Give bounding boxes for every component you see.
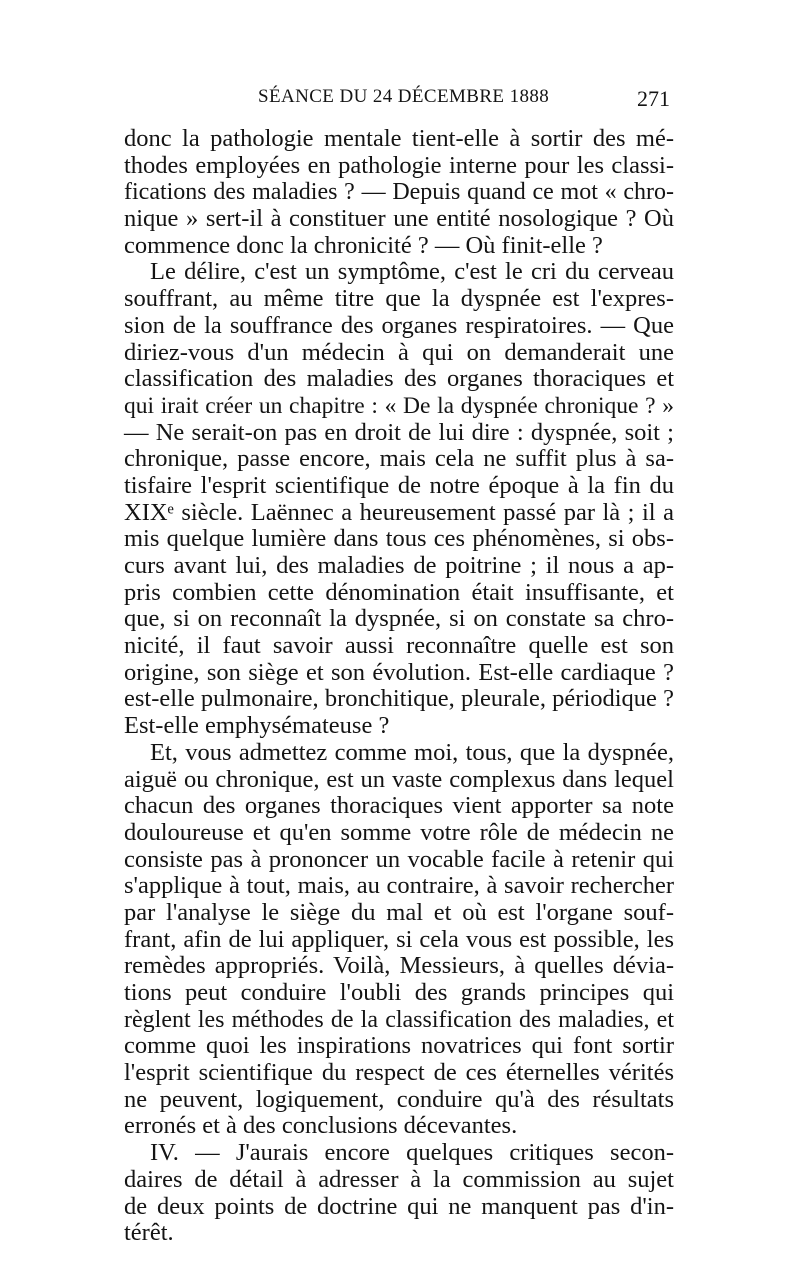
text-line: de deux points de doctrine qui ne manquent pas d'in-: [124, 1192, 674, 1220]
text-line: origine, son siège et son évolution. Est-elle cardiaque ?: [124, 658, 674, 686]
text-line: diriez-vous d'un médecin à qui on demanderait une: [124, 338, 674, 366]
text-line: thodes employées en pathologie interne pour les classi-: [124, 151, 674, 179]
text-line: consiste pas à prononcer un vocable facile à retenir qui: [124, 845, 674, 873]
text-line: classification des maladies des organes thoraciques et: [124, 365, 674, 393]
text-line: souffrant, au même titre que la dyspnée est l'expres-: [124, 285, 674, 313]
text-line: frant, afin de lui appliquer, si cela vous est possible, les: [124, 925, 674, 953]
running-title: SÉANCE DU 24 DÉCEMBRE 1888: [258, 86, 550, 107]
text-line: fications des maladies ? — Depuis quand ce mot « chro-: [124, 179, 674, 206]
text-line: par l'analyse le siège du mal et où est l'organe souf-: [124, 898, 674, 926]
text-line: chacun des organes thoraciques vient apporter sa note: [124, 792, 674, 820]
text-line: sion de la souffrance des organes respiratoires. — Que: [124, 311, 674, 339]
text-line: daires de détail à adresser à la commission au sujet: [124, 1165, 674, 1193]
text-line: douloureuse et qu'en somme votre rôle de médecin ne: [124, 818, 674, 846]
text-line: erronés et à des conclusions décevantes.: [124, 1112, 518, 1140]
text-line: l'esprit scientifique du respect de ces éternelles vérités: [124, 1059, 674, 1087]
text-line: térêt.: [124, 1219, 174, 1247]
text-line: — Ne serait-on pas en droit de lui dire : dyspnée, soit ;: [124, 418, 674, 446]
text-line: Et, vous admettez comme moi, tous, que la dyspnée,: [150, 738, 674, 766]
text-line: Est-elle emphysémateuse ?: [124, 712, 390, 740]
text-line: chronique, passe encore, mais cela ne suffit plus à sa-: [124, 445, 674, 473]
text-line: que, si on reconnaît la dyspnée, si on constate sa chro-: [124, 605, 674, 633]
text-line: XIXᵉ siècle. Laënnec a heureusement passé par là ; il a: [124, 498, 674, 526]
text-line: IV. — J'aurais encore quelques critiques secon-: [150, 1139, 674, 1167]
text-line: nicité, il faut savoir aussi reconnaître quelle est son: [124, 632, 674, 660]
text-line: pris combien cette dénomination était insuffisante, et: [124, 578, 674, 606]
text-line: Le délire, c'est un symptôme, c'est le cri du cerveau: [150, 258, 674, 286]
page-number: 271: [637, 86, 670, 111]
body-text: [124, 126, 674, 1247]
text-line: s'applique à tout, mais, au contraire, à savoir rechercher: [124, 872, 674, 900]
text-line: aiguë ou chronique, est un vaste complexus dans lequel: [124, 765, 674, 793]
text-line: donc la pathologie mentale tient-elle à sortir des mé-: [124, 125, 674, 152]
text-line: tions peut conduire l'oubli des grands principes qui: [124, 979, 674, 1006]
text-line: curs avant lui, des maladies de poitrine ; il nous a ap-: [124, 552, 674, 579]
text-line: ne peuvent, logiquement, conduire qu'à des résultats: [124, 1085, 674, 1113]
text-line: remèdes appropriés. Voilà, Messieurs, à quelles dévia-: [124, 952, 674, 980]
text-line: commence donc la chronicité ? — Où finit-elle ?: [124, 231, 603, 259]
text-line: mis quelque lumière dans tous ces phénomènes, si obs-: [124, 525, 674, 553]
text-line: tisfaire l'esprit scientifique de notre époque à la fin du: [124, 471, 674, 499]
text-line: qui irait créer un chapitre : « De la dyspnée chronique ? »: [124, 392, 674, 419]
text-line: comme quoi les inspirations novatrices qui font sortir: [124, 1032, 674, 1060]
text-line: est-elle pulmonaire, bronchitique, pleurale, périodique ?: [124, 685, 674, 713]
text-line: nique » sert-il à constituer une entité nosologique ? Où: [124, 205, 674, 233]
text-line: règlent les méthodes de la classification des maladies, et: [124, 1006, 674, 1033]
running-head: [128, 86, 670, 116]
